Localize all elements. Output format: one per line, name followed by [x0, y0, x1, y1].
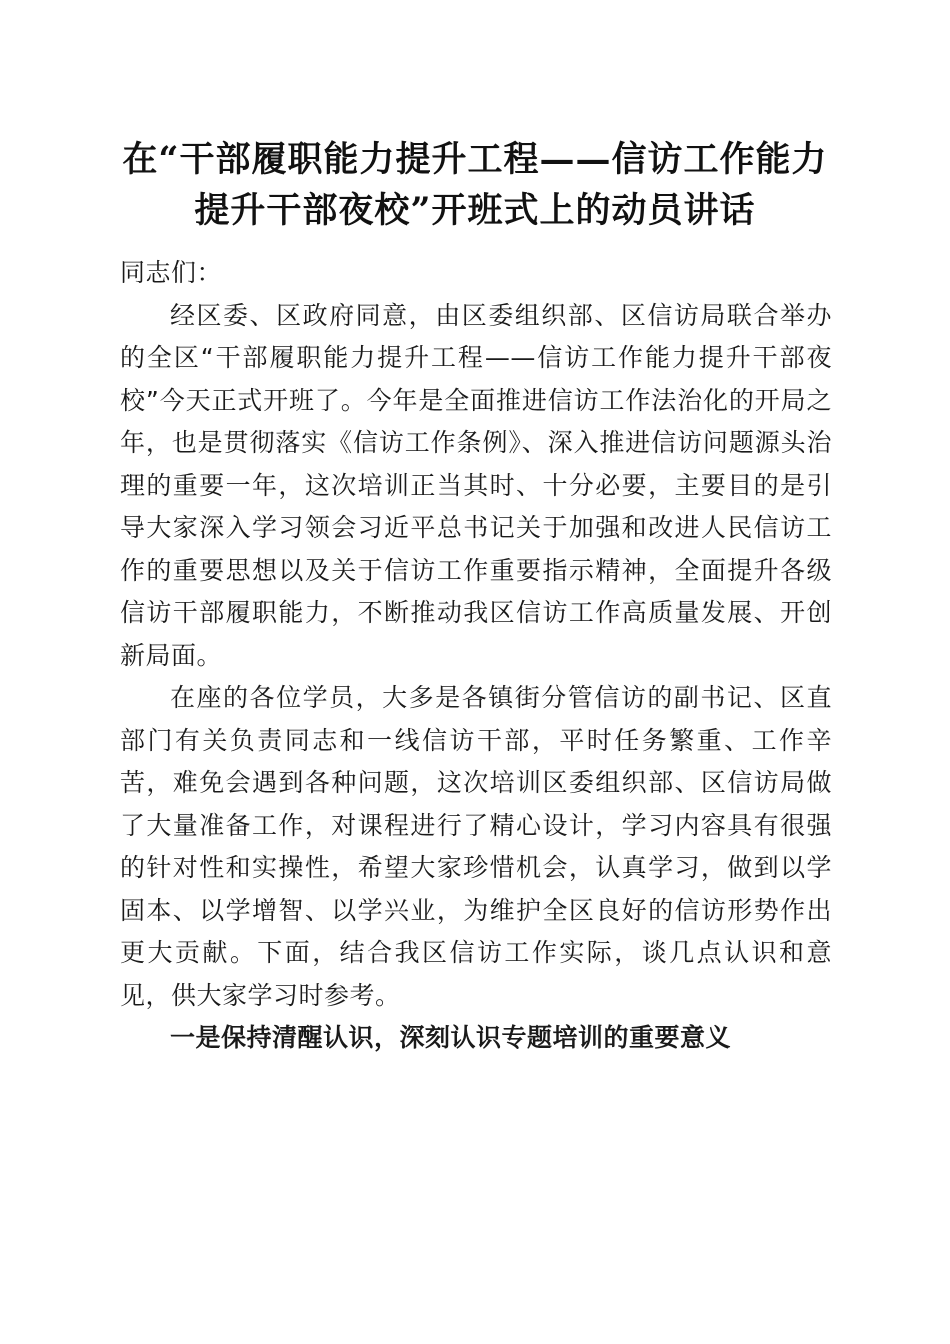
title-line-1: 在“干部履职能力提升工程——信访工作能力 [122, 139, 828, 180]
salutation: 同志们： [120, 258, 223, 287]
document-title [80, 134, 870, 236]
title-line-2: 提升干部夜校”开班式上的动员讲话 [194, 190, 756, 231]
document-body [120, 252, 832, 1060]
section-heading: 一是保持清醒认识，深刻认识专题培训的重要意义 [170, 1023, 732, 1052]
paragraph-2: 在座的各位学员，大多是各镇街分管信访的副书记、区直部门有关负责同志和一线信访干部，平时任务繁重、工作辛苦，难免会遇到各种问题，这次培训区委组织部、区信访局做了大量准备工作，对课程进行了精心设计，学习内容具有很强的针对性和实操性，希望大家珍惜机会，认真学习，做到以学固本、以学增智、以学兴业，为维护全区良好的信访形势作出更大贡献。下面，结合我区信访工作实际，谈几点认识和意见，供大家学习时参考。 [120, 683, 832, 1010]
paragraph-1: 经区委、区政府同意，由区委组织部、区信访局联合举办的全区“干部履职能力提升工程——信访工作能力提升干部夜校”今天正式开班了。今年是全面推进信访工作法治化的开局之年，也是贯彻落实《信访工作条例》、深入推进信访问题源头治理的重要一年，这次培训正当其时、十分必要，主要目的是引导大家深入学习领会习近平总书记关于加强和改进人民信访工作的重要思想以及关于信访工作重要指示精神，全面提升各级信访干部履职能力，不断推动我区信访工作高质量发展、开创新局面。 [120, 300, 832, 670]
